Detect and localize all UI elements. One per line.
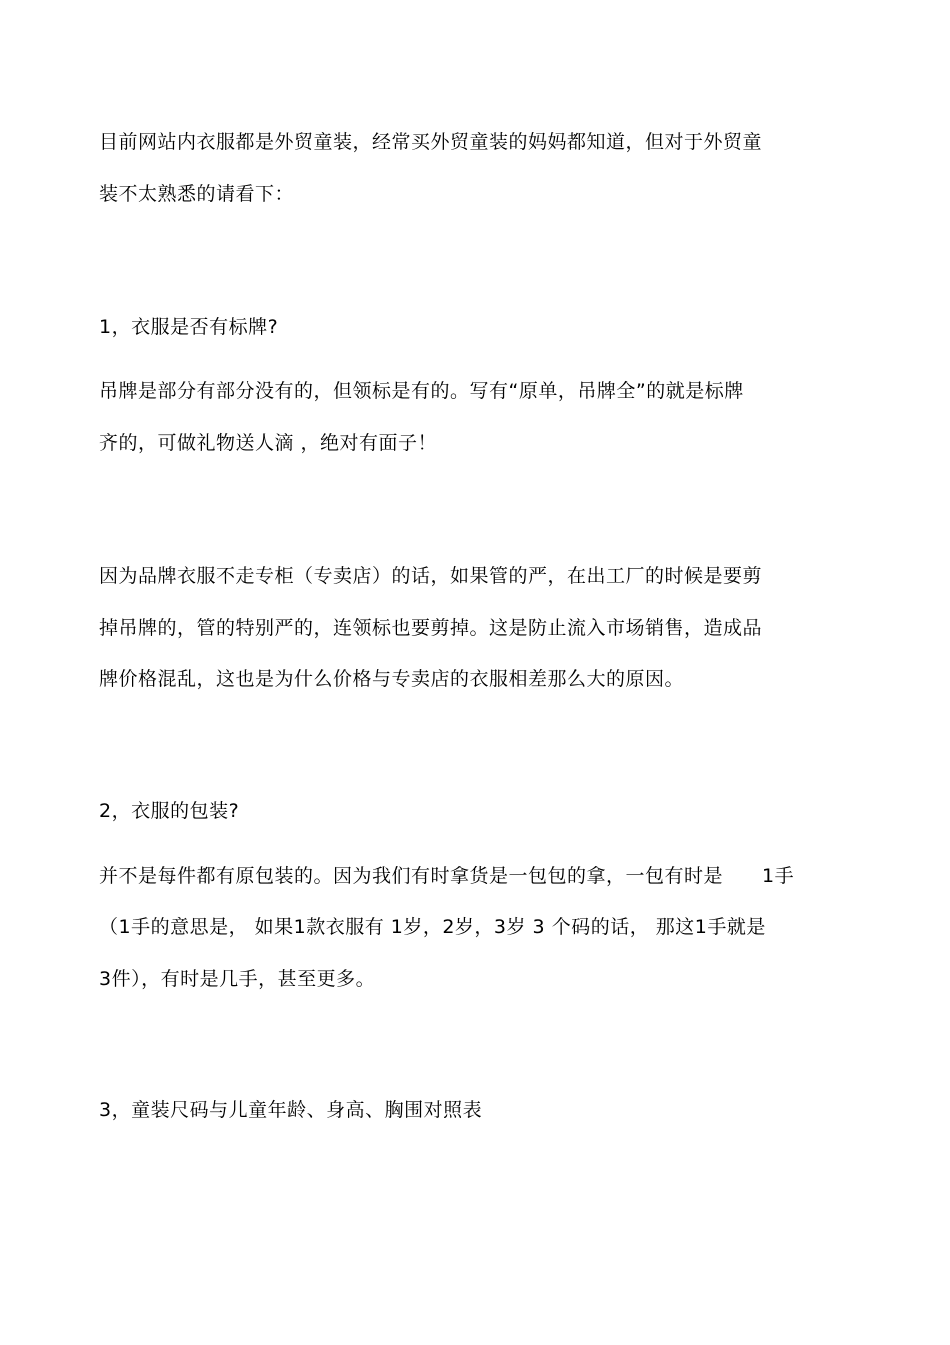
section-1-paragraph-1-line-1: 吊牌是部分有部分没有的，但领标是有的。写有“原单，吊牌全”的就是标牌 — [99, 380, 744, 402]
section-1-paragraph-2-line-3: 牌价格混乱，这也是为什么价格与专卖店的衣服相差那么大的原因。 — [99, 668, 685, 690]
intro-line-1: 目前网站内衣服都是外贸童装，经常买外贸童装的妈妈都知道，但对于外贸童 — [99, 131, 763, 153]
section-1-paragraph-2-line-1: 因为品牌衣服不走专柜（专卖店）的话，如果管的严，在出工厂的时候是要剪 — [99, 565, 763, 587]
section-1-paragraph-1-line-2: 齐的，可做礼物送人滴 ，绝对有面子！ — [99, 432, 438, 454]
intro-line-2: 装不太熟悉的请看下： — [99, 183, 295, 205]
section-1-heading: 1，衣服是否有标牌? — [99, 316, 279, 338]
section-2-paragraph-line-2: （1手的意思是， 如果1款衣服有 1岁，2岁，3岁 3 个码的话， 那这1手就是 — [99, 916, 766, 938]
section-3-heading: 3，童装尺码与儿童年龄、身高、胸围对照表 — [99, 1099, 483, 1121]
section-2-paragraph-line-1: 并不是每件都有原包装的。因为我们有时拿货是一包包的拿，一包有时是 1手 — [99, 865, 795, 887]
section-1-paragraph-2-line-2: 掉吊牌的，管的特别严的，连领标也要剪掉。这是防止流入市场销售，造成品 — [99, 617, 763, 639]
section-2-heading: 2，衣服的包装? — [99, 800, 240, 822]
section-2-paragraph-line-3: 3件），有时是几手，甚至更多。 — [99, 968, 376, 990]
